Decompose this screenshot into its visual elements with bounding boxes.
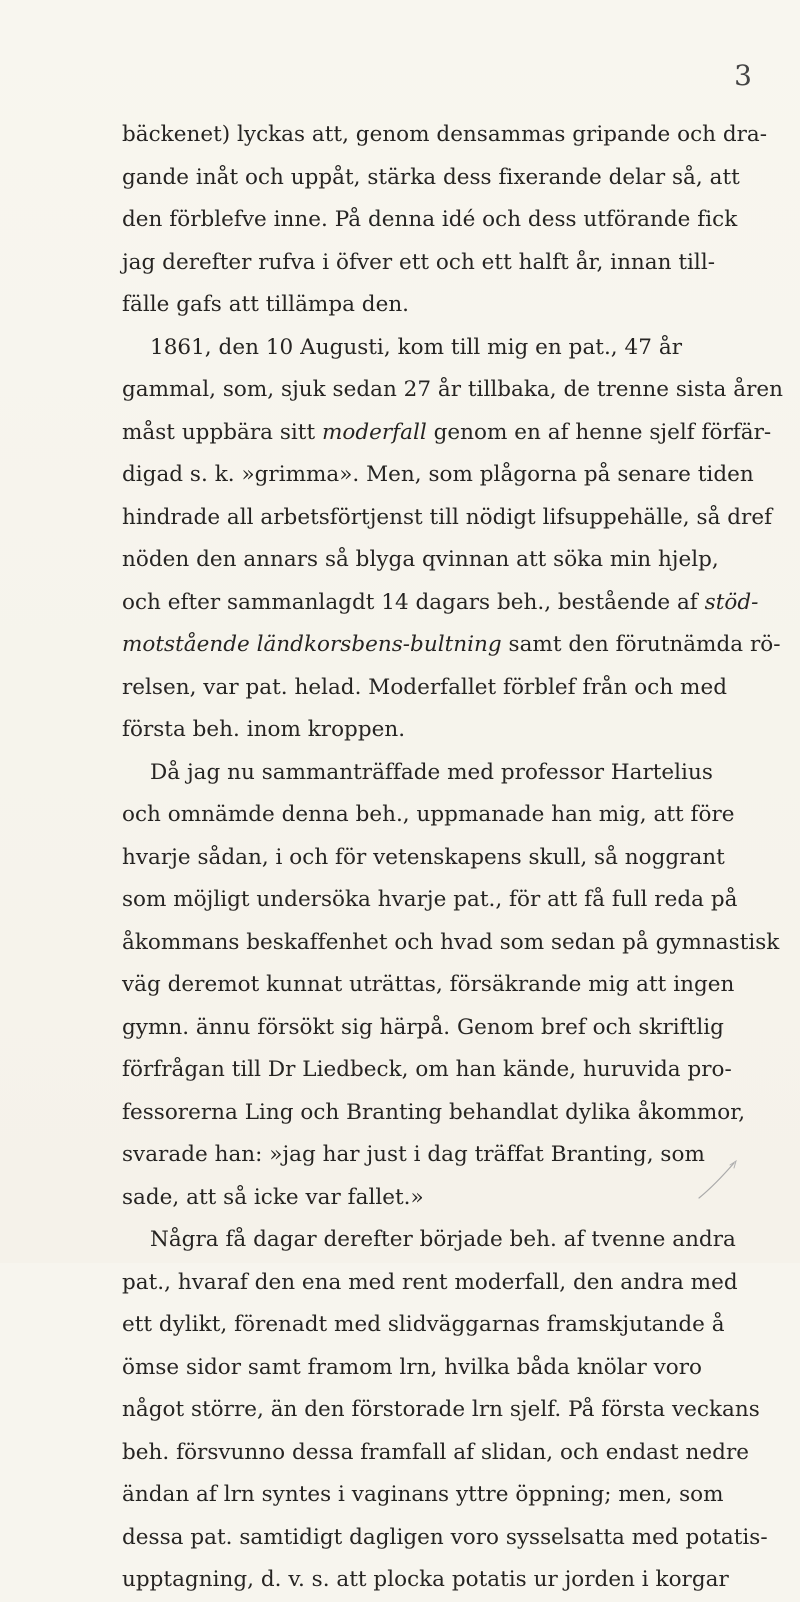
text-line: den förblefve inne. På denna idé och dess utförande fick: [122, 207, 738, 232]
text-line: [122, 412, 772, 455]
text-line: och omnämde denna beh., uppmanade han mig, att före: [122, 802, 735, 827]
italic-term: moderfall: [321, 419, 427, 445]
text-line: hindrade all arbetsförtjenst till nödigt lifsuppehälle, så dref: [122, 504, 773, 530]
text-line: gande inåt och uppåt, stärka dess fixerande delar så, att: [122, 164, 740, 190]
text-segment: och efter sammanlagdt 14 dagars beh., bestående af: [122, 589, 705, 615]
text-line: som möjligt undersöka hvarje pat., för att få full reda på: [122, 887, 738, 912]
text-segment: samt den förutnämda rö-: [501, 632, 781, 657]
text-line: svarade han: »jag har just i dag träffat Branting, som: [122, 1142, 705, 1167]
text-line: sade, att så icke var fallet.»: [122, 1184, 424, 1210]
page-number: 3: [734, 59, 752, 92]
text-line: ändan af lrn syntes i vaginans yttre öppning; men, som: [122, 1482, 724, 1507]
text-line: dessa pat. samtidigt dagligen voro sysselsatta med potatis-: [122, 1524, 768, 1550]
text-line: bäckenet) lyckas att, genom densammas gripande och dra-: [122, 122, 768, 147]
pencil-mark-icon: [694, 1147, 742, 1204]
text-line: gammal, som, sjuk sedan 27 år tillbaka, de trenne sista åren: [122, 377, 783, 402]
text-line: [122, 624, 781, 667]
text-line: gymn. ännu försökt sig härpå. Genom bref och skriftlig: [122, 1014, 724, 1040]
text-segment: måst uppbära sitt: [122, 419, 322, 445]
italic-term: motstående ländkorsbens-bultning: [122, 632, 502, 657]
text-line: pat., hvaraf den ena med rent moderfall, den andra med: [122, 1269, 738, 1295]
text-line: Då jag nu sammanträffade med professor Hartelius: [150, 759, 713, 785]
text-line: beh. försvunno dessa framfall af slidan, och endast nedre: [122, 1439, 749, 1465]
text-line: 1861, den 10 Augusti, kom till mig en pat., 47 år: [150, 334, 682, 360]
text-line: [122, 582, 759, 625]
text-segment: genom en af henne sjelf förfär-: [426, 419, 772, 445]
text-line: relsen, var pat. helad. Moderfallet förblef från och med: [122, 674, 727, 700]
text-line: första beh. inom kroppen.: [122, 717, 406, 742]
text-line: hvarje sådan, i och för vetenskapens skull, så noggrant: [122, 844, 725, 870]
text-line: digad s. k. »grimma». Men, som plågorna på senare tiden: [122, 462, 754, 487]
text-line: jag derefter rufva i öfver ett och ett halft år, innan till-: [122, 249, 715, 275]
text-line: åkommans beskaffenhet och hvad som sedan på gymnastisk: [122, 929, 780, 955]
page-text: [122, 114, 783, 1602]
text-line: förfrågan till Dr Liedbeck, om han kände, huruvida pro-: [122, 1057, 732, 1082]
text-line: fessorerna Ling och Branting behandlat dylika åkommor,: [122, 1099, 746, 1125]
italic-term: stöd-: [704, 589, 759, 615]
text-line: något större, än den förstorade lrn sjelf. På första veckans: [122, 1397, 760, 1422]
text-line: fälle gafs att tillämpa den.: [122, 292, 410, 317]
text-line: ömse sidor samt framom lrn, hvilka båda knölar voro: [122, 1354, 703, 1380]
text-line: upptagning, d. v. s. att plocka potatis ur jorden i korgar: [122, 1567, 729, 1592]
text-line: ett dylikt, förenadt med slidväggarnas framskjutande å: [122, 1312, 725, 1337]
text-line: nöden den annars så blyga qvinnan att söka min hjelp,: [122, 547, 719, 572]
text-line: Några få dagar derefter började beh. af tvenne andra: [150, 1227, 736, 1252]
text-line: väg deremot kunnat uträttas, försäkrande mig att ingen: [122, 972, 735, 997]
